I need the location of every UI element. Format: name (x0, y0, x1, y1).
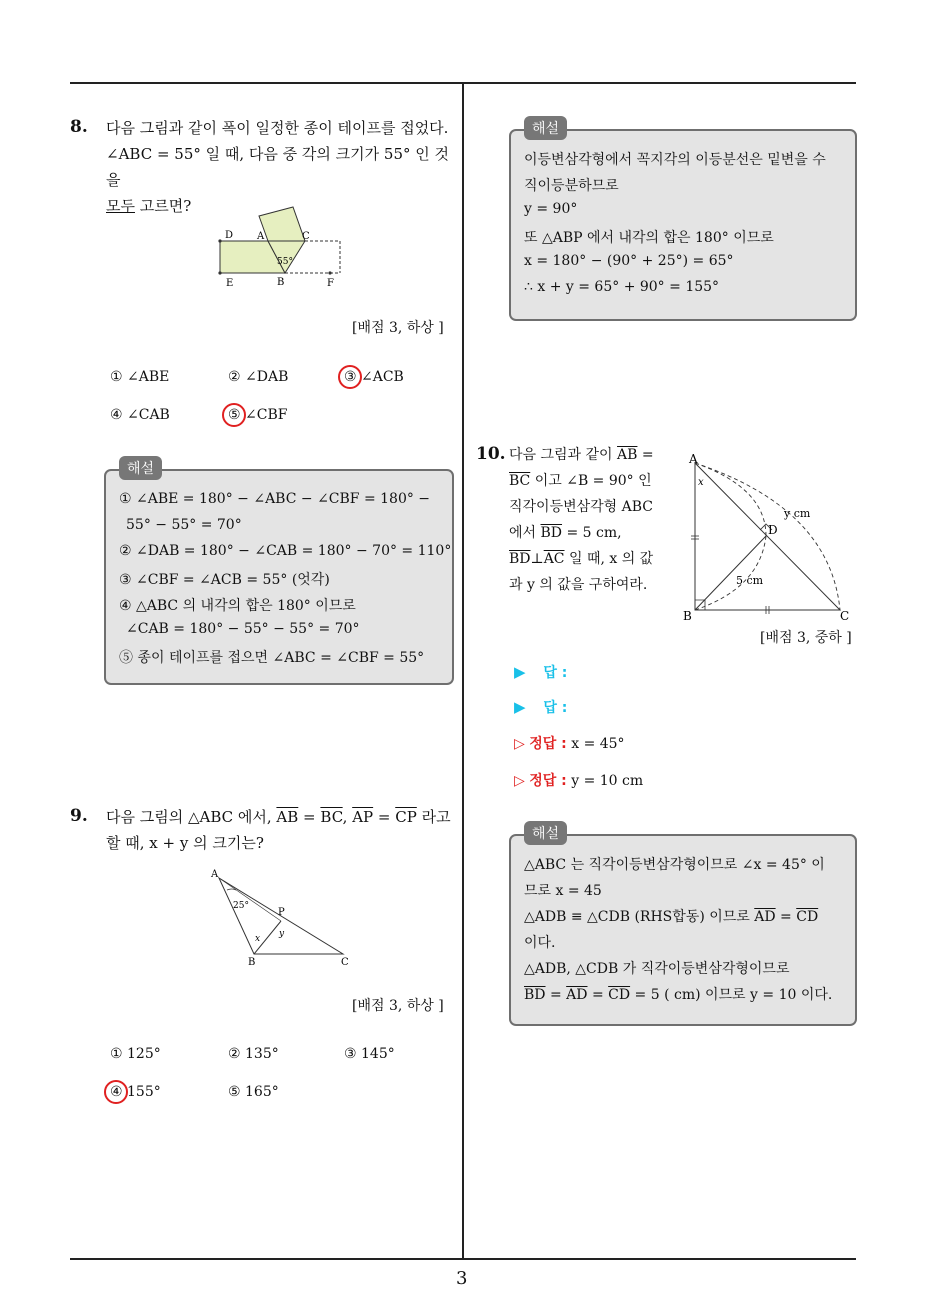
q10-triangle-figure (680, 448, 860, 626)
solution-8-box (104, 469, 454, 685)
q10-fig-label-x: x (698, 477, 704, 488)
sol9-line-2: 직이등분하므로 (524, 178, 619, 194)
q10-l4c: = 5 cm, (562, 525, 622, 541)
column-divider (462, 83, 464, 1259)
q10-fig-label-a: A (689, 452, 698, 466)
bottom-rule (70, 1258, 856, 1260)
q9-comma: , (342, 808, 353, 826)
q10-perp: ⊥ (530, 551, 544, 567)
q10-l6: 과 y 의 값을 구하여라. (509, 577, 648, 593)
q10-l1a: 다음 그림과 같이 (509, 447, 618, 463)
sol10-line-4: 이다. (524, 935, 556, 951)
q10-l4a: 에서 (509, 525, 541, 541)
q8-choice-1[interactable]: ① ∠ABE (110, 369, 170, 385)
q10-answer-label-1: 답 : (543, 665, 568, 681)
sol10-line-1: △ABC 는 직각이등변삼각형이므로 ∠x = 45° 이 (524, 857, 825, 873)
question-9-text (106, 804, 456, 856)
sol8-line-2: 55° − 55° = 70° (126, 517, 242, 533)
q10-fig-label-b: B (683, 609, 692, 623)
sol9-line-3: y = 90° (524, 201, 578, 217)
q10-seg-bd-2: $\overline{BD}$ (509, 551, 531, 567)
q9-line-2: 할 때, x + y 의 크기는? (106, 834, 264, 852)
sol10-seg-bd: $\overline{BD}$ (524, 987, 546, 1003)
q9-correct-mark-4 (104, 1080, 128, 1104)
q10-l3: 직각이등변삼각형 ABC (509, 499, 654, 515)
q9-line-1a: 다음 그림의 △ABC 에서, (106, 808, 277, 826)
sol10-seg-ad-2: $\overline{AD}$ (566, 987, 588, 1003)
q8-choice-5[interactable]: ⑤ ∠CBF (228, 407, 288, 423)
q9-seg-ap: $\overline{AP}$ (352, 808, 374, 826)
q8-grade: [배점 3, 하상 ] (352, 320, 444, 336)
q10-answer-row-2[interactable] (514, 697, 567, 717)
q8-fig-label-angle: 55° (277, 257, 293, 267)
q9-fig-label-angle: 25° (233, 901, 249, 911)
q8-choice-2[interactable]: ② ∠DAB (228, 369, 289, 385)
q8-line-2: ∠ABC = 55° 일 때, 다음 중 각의 크기가 55° 인 것을 (106, 145, 450, 189)
sol8-line-4: ③ ∠CBF = ∠ACB = 55° (엇각) (119, 572, 330, 588)
sol8-line-6: ∠CAB = 180° − 55° − 55° = 70° (126, 621, 360, 637)
q9-fig-label-p: P (278, 907, 285, 918)
q9-fig-label-x: x (255, 934, 261, 944)
q10-seg-bd: $\overline{BD}$ (540, 525, 563, 541)
sol10-seg-cd: $\overline{CD}$ (796, 909, 819, 925)
q10-seg-ac: $\overline{AC}$ (543, 551, 565, 567)
sol10-seg-cd-2: $\overline{CD}$ (608, 987, 631, 1003)
q10-answer-label-2: 답 : (543, 700, 568, 716)
q9-choice-3[interactable]: ③ 145° (344, 1046, 395, 1062)
q10-correct-value-2: y = 10 cm (571, 773, 644, 789)
q8-correct-mark-3 (338, 365, 362, 389)
sol9-line-6: ∴ x + y = 65° + 90° = 155° (524, 279, 720, 295)
q9-eq-2: = (373, 808, 396, 826)
sol10-l3a: △ADB ≡ △CDB (RHS합동) 이므로 (524, 909, 755, 925)
q8-fig-label-e: E (226, 278, 234, 289)
q8-folded-tape-figure (210, 200, 350, 292)
q10-correct-value-1: x = 45° (571, 736, 625, 752)
sol10-line-5: △ADB, △CDB 가 직각이등변삼각형이므로 (524, 961, 790, 977)
question-9-number: 9. (70, 806, 88, 826)
solution-10-box (509, 834, 857, 1026)
sol8-line-3: ② ∠DAB = 180° − ∠CAB = 180° − 70° = 110° (119, 543, 452, 559)
q9-fig-label-c: C (341, 957, 349, 968)
q9-line-1b: 라고 (416, 808, 451, 826)
q9-fig-label-y: y (279, 929, 285, 939)
sol10-line-3 (524, 906, 818, 926)
solution-9-tag: 해설 (524, 116, 567, 140)
q8-fig-label-a: A (257, 231, 265, 242)
outline-arrow-icon: ▷ (514, 773, 525, 789)
sol10-l3c: = (775, 909, 797, 925)
solution-10-tag: 해설 (524, 821, 567, 845)
play-arrow-icon: ▶ (514, 663, 526, 681)
sol10-l6f: = 5 ( cm) 이므로 y = 10 이다. (630, 987, 833, 1003)
q8-choice-3[interactable]: ③ ∠ACB (344, 369, 404, 385)
q8-fig-label-c: C (302, 231, 310, 242)
sol9-line-5: x = 180° − (90° + 25°) = 65° (524, 253, 734, 269)
question-10-text (509, 442, 669, 598)
q10-l5d: 일 때, x 의 값 (564, 551, 654, 567)
q9-choice-1[interactable]: ① 125° (110, 1046, 161, 1062)
sol10-l6b: = (545, 987, 567, 1003)
question-8-number: 8. (70, 117, 88, 137)
sol10-line-6 (524, 984, 832, 1004)
outline-arrow-icon: ▷ (514, 736, 525, 752)
q8-correct-mark-5 (222, 403, 246, 427)
question-10-number: 10. (476, 444, 506, 464)
q10-l1c: = (637, 447, 654, 463)
sol10-l6d: = (587, 987, 609, 1003)
q9-grade: [배점 3, 하상 ] (352, 998, 444, 1014)
q10-seg-ab: $\overline{AB}$ (617, 447, 638, 463)
q9-fig-label-a: A (211, 869, 219, 880)
q10-correct-row-1 (514, 733, 625, 753)
sol8-line-7: ⑤ 종이 테이프를 접으면 ∠ABC = ∠CBF = 55° (119, 650, 425, 666)
q9-choice-5[interactable]: ⑤ 165° (228, 1084, 279, 1100)
q10-grade: [배점 3, 중하 ] (760, 630, 852, 646)
sol10-line-2: 므로 x = 45 (524, 883, 602, 899)
q10-correct-label-1: 정답 : (529, 736, 567, 752)
q9-triangle-figure (205, 868, 355, 968)
q8-fig-label-b: B (277, 277, 285, 288)
q10-fig-label-d: D (768, 523, 778, 537)
q9-eq-1: = (298, 808, 321, 826)
play-arrow-icon: ▶ (514, 698, 526, 716)
q9-choice-4[interactable]: ④ 155° (110, 1084, 161, 1100)
q9-seg-ab: $\overline{AB}$ (276, 808, 299, 826)
page-number: 3 (456, 1268, 468, 1289)
q8-line-3: 고르면? (139, 197, 192, 215)
q9-fig-label-b: B (248, 957, 256, 968)
q9-choice-2[interactable]: ② 135° (228, 1046, 279, 1062)
solution-9-box (509, 129, 857, 321)
q10-l2b: 이고 ∠B = 90° 인 (530, 473, 652, 489)
q10-fig-label-c: C (840, 609, 850, 623)
q9-seg-bc: $\overline{BC}$ (320, 808, 343, 826)
sol9-line-1: 이등변삼각형에서 꼭지각의 이등분선은 밑변을 수 (524, 152, 826, 168)
sol9-line-4: 또 △ABP 에서 내각의 합은 180° 이므로 (524, 230, 774, 246)
q8-line-1: 다음 그림과 같이 폭이 일정한 종이 테이프를 접었다. (106, 119, 449, 137)
q9-seg-cp: $\overline{CP}$ (395, 808, 417, 826)
q10-fig-label-ycm: y cm (784, 507, 811, 520)
sol10-seg-ad: $\overline{AD}$ (754, 909, 776, 925)
q8-underline: 모두 (106, 197, 135, 215)
q10-correct-row-2 (514, 770, 643, 790)
q10-fig-label-5cm: 5 cm (736, 574, 764, 587)
q10-correct-label-2: 정답 : (529, 773, 567, 789)
solution-8-tag: 해설 (119, 456, 162, 480)
q8-choice-4[interactable]: ④ ∠CAB (110, 407, 170, 423)
q10-answer-row-1[interactable] (514, 662, 567, 682)
sol8-line-1: ① ∠ABE = 180° − ∠ABC − ∠CBF = 180° − (119, 491, 431, 507)
q10-seg-bc: $\overline{BC}$ (509, 473, 531, 489)
q8-fig-label-f: F (327, 278, 334, 289)
q8-fig-label-d: D (225, 230, 234, 241)
sol8-line-5: ④ △ABC 의 내각의 합은 180° 이므로 (119, 598, 356, 614)
